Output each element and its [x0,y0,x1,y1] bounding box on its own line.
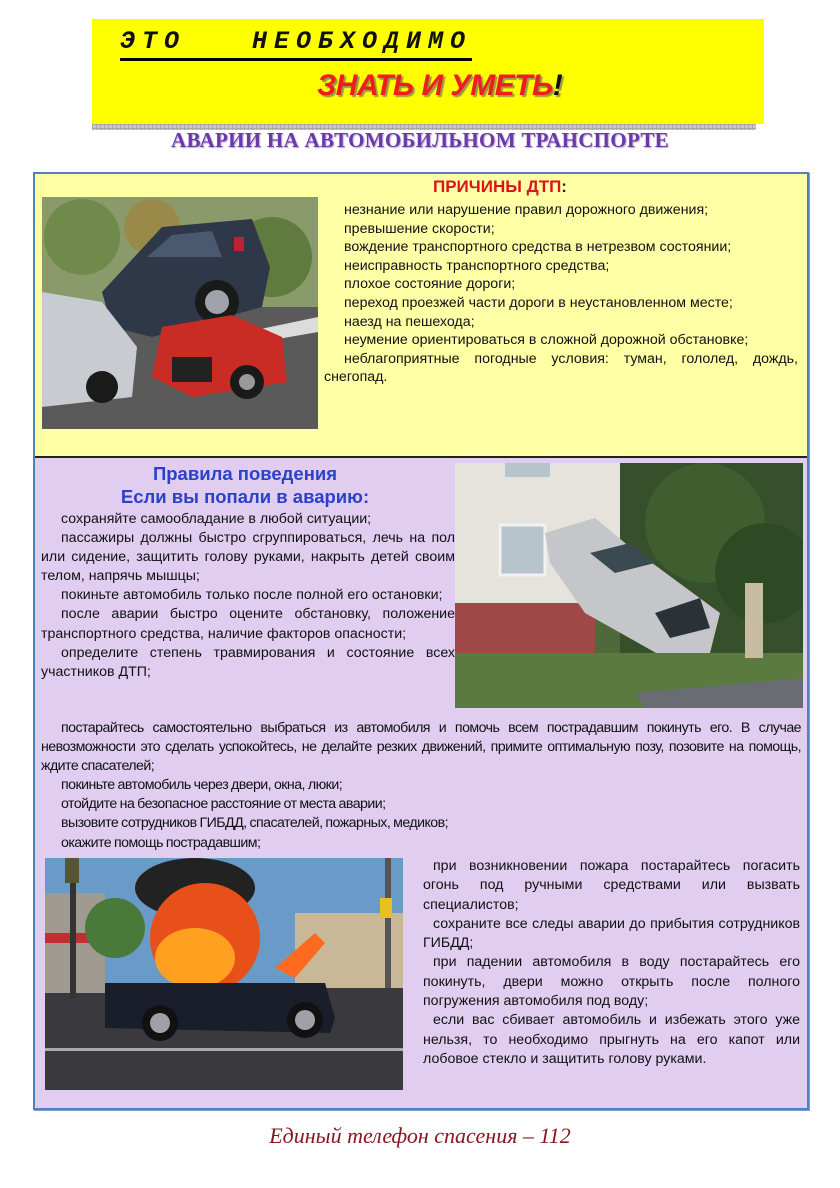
photo-car-into-building-icon [455,463,803,708]
banner-line2 [317,69,562,103]
causes-section [35,174,807,458]
list-item: после аварии быстро оцените обстановку, положение транспортного средства, наличие факторов опасности; [41,606,455,642]
list-item: неисправность транспортного средства; [344,257,610,274]
rules-title-line1: Правила поведения [152,463,338,484]
list-item: пассажиры должны быстро сгруппироваться, лечь на пол или сидение, защитить голову руками, накрыть детей своим телом, напрячь мышцы; [41,530,455,585]
rules-section [35,458,807,1108]
rules-list-c [423,857,800,1069]
photo-burning-car-icon [45,858,403,1090]
emergency-phone-footer: Единый телефон спасения – 112 [269,1123,571,1148]
causes-title [433,177,567,197]
list-item: если вас сбивает автомобиль и избежать этого уже нельзя, то необходимо прыгнуть на его капот или лобовое стекло и защитить голову руками. [423,1012,800,1067]
list-item: при возникновении пожара постарайтесь погасить огонь под ручными средствами или вызвать специалистов; [423,858,800,913]
list-item: плохое состояние дороги; [344,276,516,293]
list-item: сохраните все следы аварии до прибытия сотрудников ГИБДД; [423,915,800,952]
list-item: покиньте автомобиль через двери, окна, люки; [61,777,343,794]
list-item: вождение транспортного средства в нетрезвом состоянии; [344,239,732,256]
banner-line2-text: ЗНАТЬ И УМЕТЬ [317,69,553,102]
list-item: отойдите на безопасное расстояние от места аварии; [61,796,386,813]
list-item: превышение скорости; [344,220,495,237]
photo-car-pileup-icon [42,197,318,429]
banner-exclamation: ! [552,69,563,102]
causes-title-colon: : [561,177,567,196]
list-item: постарайтесь самостоятельно выбраться из автомобиля и помочь всем пострадавшим покинуть его. В случае невозможности это сделать успокойтесь, не делайте резких движений, примите оптимальную позу, позовите на помощь, ждите спасателей; [41,720,801,775]
list-item: вызовите сотрудников ГИБДД, спасателей, пожарных, медиков; [61,815,448,832]
list-item: неумение ориентироваться в сложной дорожной обстановке; [344,332,749,349]
list-item: покиньте автомобиль только после полной его остановки; [61,587,443,604]
rules-title-line2: Если вы попали в аварию: [120,486,370,507]
rules-list-a [41,510,455,682]
causes-title-text: ПРИЧИНЫ ДТП [433,177,562,196]
list-item: незнание или нарушение правил дорожного движения; [344,202,709,218]
list-item: переход проезжей части дороги в неустановленном месте; [344,294,733,311]
rules-title [35,462,455,508]
main-frame [33,172,809,1110]
causes-list [324,201,798,387]
list-item: при падении автомобиля в воду постарайтесь его покинуть, двери можно открыть после полного погружения автомобиля под воду; [423,954,800,1010]
list-item: окажите помощь пострадавшим; [61,834,261,851]
page-subtitle: АВАРИИ НА АВТОМОБИЛЬНОМ ТРАНСПОРТЕ [171,128,669,152]
list-item: определите степень травмирования и состояние всех участников ДТП; [41,644,455,680]
banner-line1: ЭТО НЕОБХОДИМО [120,27,472,61]
header-banner [92,19,764,124]
list-item: наезд на пешехода; [344,313,475,330]
list-item: сохраняйте самообладание в любой ситуации; [61,511,372,527]
list-item: неблагоприятные погодные условия: туман, гололед, дождь, снегопад. [324,350,798,386]
rules-list-b [41,719,801,853]
